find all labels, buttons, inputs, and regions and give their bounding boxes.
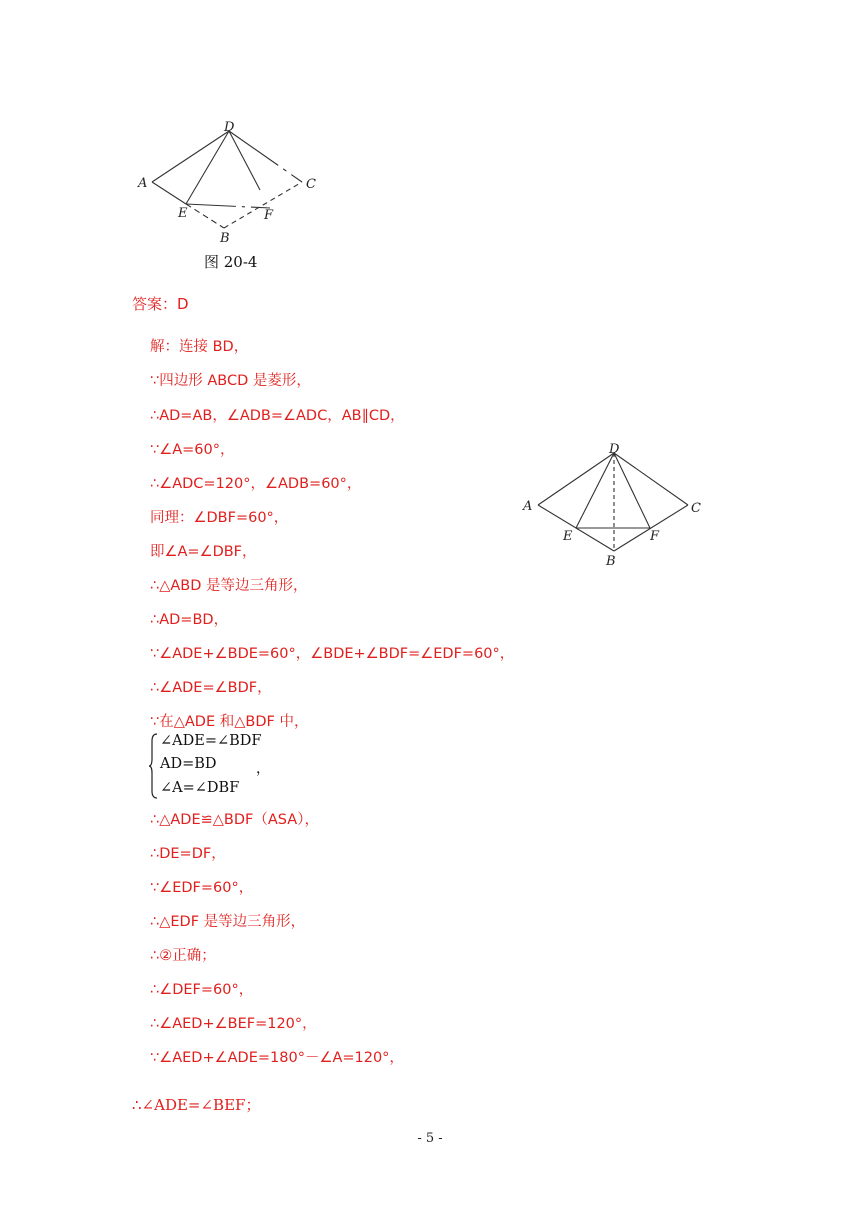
segment-DC bbox=[614, 453, 688, 505]
system-row: ∠ADE=∠BDF bbox=[160, 733, 262, 749]
segment-EB bbox=[186, 204, 224, 228]
solution-line: ∴∠DEF=60°， bbox=[150, 982, 254, 998]
segment-DE bbox=[186, 131, 229, 204]
left-brace-icon bbox=[148, 733, 158, 799]
segment-AE bbox=[152, 182, 186, 204]
segment-DE bbox=[576, 453, 614, 528]
solution-line: ∴②正确； bbox=[150, 948, 216, 964]
figure-caption: 图 20-4 bbox=[204, 253, 258, 271]
label-F: F bbox=[650, 529, 660, 544]
solution-line: 即∠A=∠DBF， bbox=[150, 544, 257, 560]
solution-line: 解：连接 BD， bbox=[150, 339, 249, 355]
solution-line: ∴∠ADE=∠BDF， bbox=[150, 680, 272, 696]
solution-line: ∴△EDF 是等边三角形， bbox=[150, 914, 306, 930]
solution-figure bbox=[518, 440, 708, 574]
segment-DF bbox=[229, 131, 260, 190]
solution-line: ∵在△ADE 和△BDF 中， bbox=[150, 714, 309, 730]
solution-line: ∴△ADE≌△BDF（ASA）， bbox=[150, 812, 319, 828]
label-E: E bbox=[563, 529, 573, 544]
label-B: B bbox=[220, 231, 230, 246]
solution-line: ∵∠AED+∠ADE=180°－∠A=120°， bbox=[150, 1050, 404, 1066]
solution-line: ∴AD=BD， bbox=[150, 612, 229, 628]
solution-line: ∴AD=AB，∠ADB=∠ADC，AB∥CD， bbox=[150, 408, 405, 424]
system-row: AD=BD bbox=[160, 756, 217, 772]
segment-DC bbox=[229, 131, 302, 182]
solution-line: ∴∠AED+∠BEF=120°， bbox=[150, 1016, 317, 1032]
page-number: - 5 - bbox=[417, 1131, 443, 1146]
label-C: C bbox=[306, 177, 316, 192]
label-A: A bbox=[138, 176, 148, 191]
label-B: B bbox=[606, 554, 616, 569]
solution-line: ∴DE=DF， bbox=[150, 846, 226, 862]
solution-line: ∵∠EDF=60°， bbox=[150, 880, 254, 896]
segment-AD bbox=[152, 131, 229, 182]
segment-AD bbox=[538, 453, 614, 505]
segment-EF bbox=[186, 204, 270, 208]
solution-line: ∵∠ADE+∠BDE=60°，∠BDE+∠BDF=∠EDF=60°， bbox=[150, 646, 515, 662]
solution-line: 同理：∠DBF=60°， bbox=[150, 510, 289, 526]
label-D: D bbox=[609, 442, 620, 457]
solution-line: ∴△ABD 是等边三角形， bbox=[150, 578, 308, 594]
segment-BC bbox=[224, 182, 302, 228]
answer-line: 答案：D bbox=[132, 295, 189, 313]
solution-line: ∵四边形 ABCD 是菱形， bbox=[150, 373, 311, 389]
label-F: F bbox=[264, 208, 274, 223]
label-A: A bbox=[523, 499, 533, 514]
solution-line: ∵∠A=60°， bbox=[150, 442, 235, 458]
label-C: C bbox=[691, 501, 701, 516]
label-D: D bbox=[224, 120, 235, 135]
label-E: E bbox=[178, 206, 188, 221]
system-trailing-comma: ， bbox=[256, 761, 270, 777]
system-row: ∠A=∠DBF bbox=[160, 780, 240, 796]
final-line: ∴∠ADE=∠BEF； bbox=[132, 1096, 261, 1114]
figure-20-4 bbox=[128, 118, 338, 248]
segment-DF bbox=[614, 453, 650, 528]
solution-line: ∴∠ADC=120°，∠ADB=60°， bbox=[150, 476, 362, 492]
